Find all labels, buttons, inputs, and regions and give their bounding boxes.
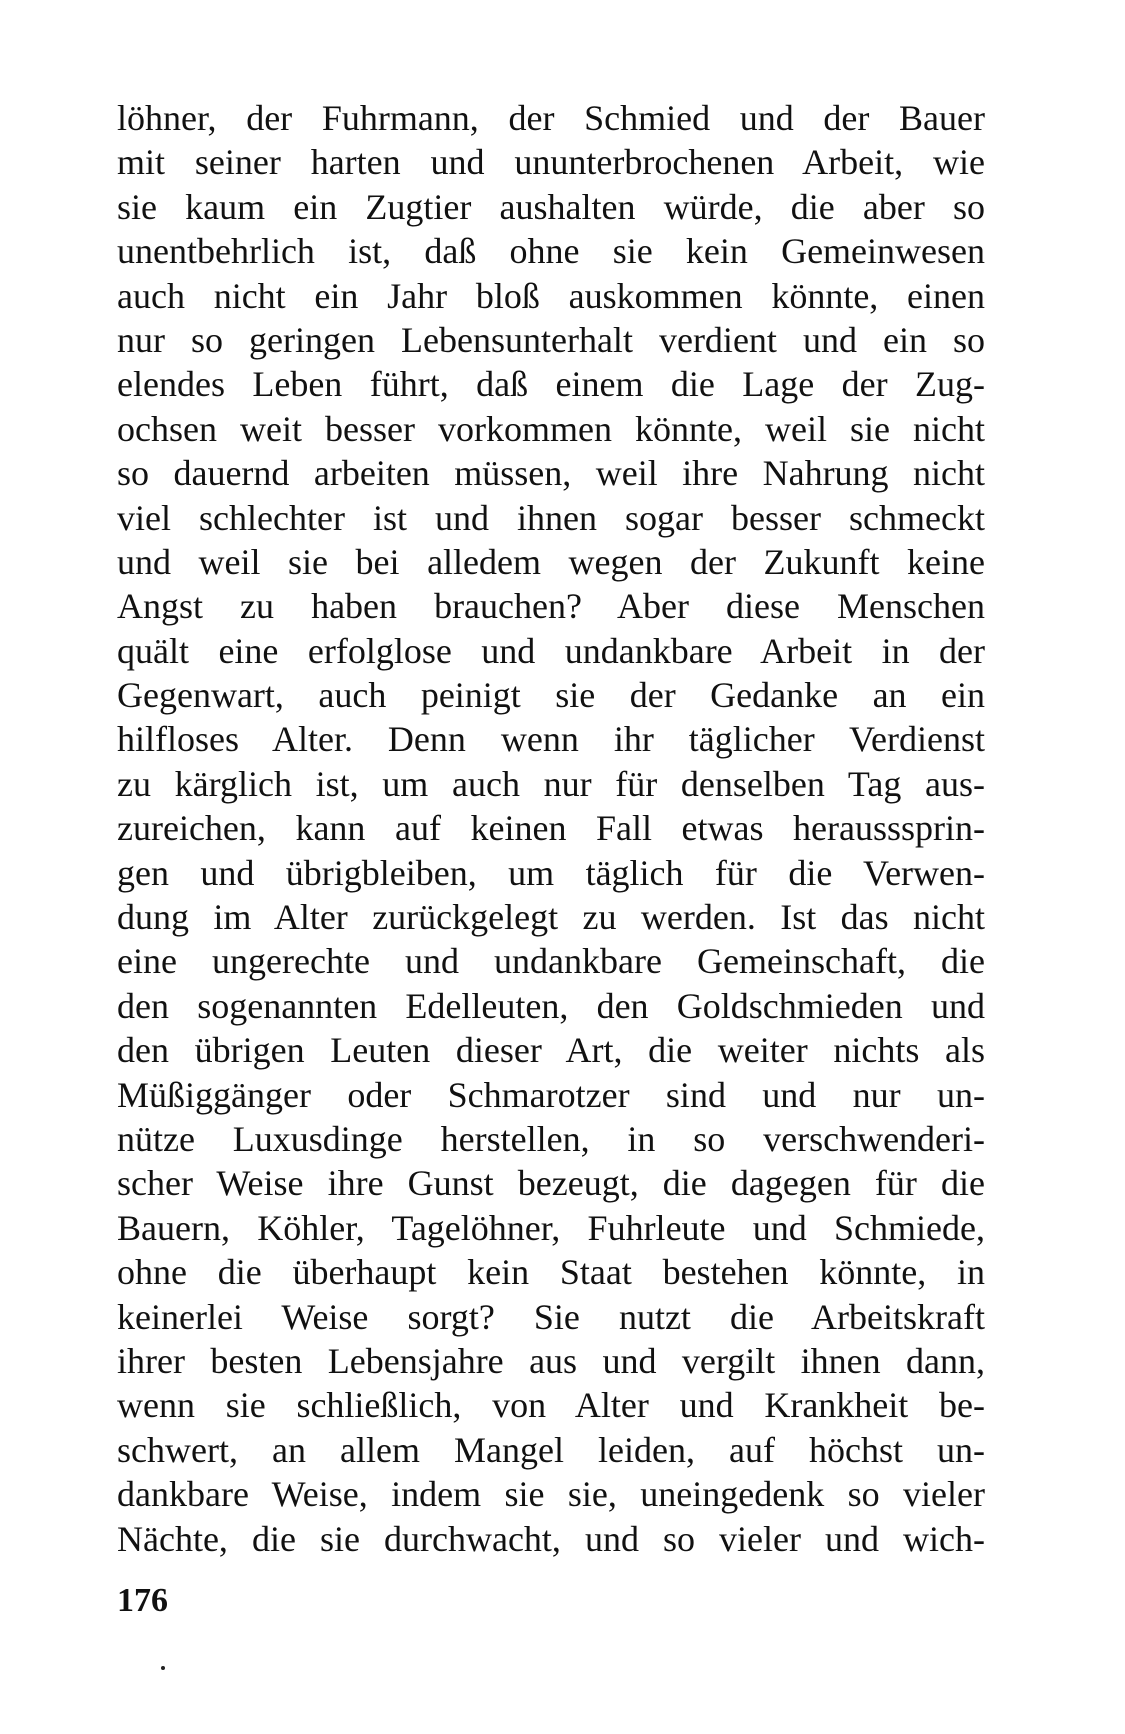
text-line: so dauernd arbeiten müssen, weil ihre Nahrung nicht <box>117 453 985 494</box>
text-line: den sogenannten Edelleuten, den Goldschmieden und <box>117 985 985 1026</box>
scan-speck <box>161 1666 165 1670</box>
text-line: und weil sie bei alledem wegen der Zukunft keine <box>117 541 985 582</box>
text-line: ochsen weit besser vorkommen könnte, weil sie nicht <box>117 408 985 449</box>
text-line: dung im Alter zurückgelegt zu werden. Ist das nicht <box>117 897 985 938</box>
text-line: sie kaum ein Zugtier aushalten würde, die aber so <box>117 186 985 227</box>
text-line: mit seiner harten und ununterbrochenen Arbeit, wie <box>117 142 985 183</box>
text-line: löhner, der Fuhrmann, der Schmied und der Bauer <box>117 98 985 138</box>
text-line: unentbehrlich ist, daß ohne sie kein Gemeinwesen <box>117 231 985 272</box>
text-line: nütze Luxusdinge herstellen, in so verschwenderi- <box>117 1118 985 1159</box>
text-line: ihrer besten Lebensjahre aus und vergilt ihnen dann, <box>117 1340 985 1381</box>
page-number: 176 <box>117 1582 168 1619</box>
text-line: den übrigen Leuten dieser Art, die weiter nichts als <box>117 1030 985 1071</box>
text-line: elendes Leben führt, daß einem die Lage der Zug- <box>117 364 985 405</box>
text-line: Angst zu haben brauchen? Aber diese Menschen <box>117 586 985 627</box>
text-line: gen und übrigbleiben, um täglich für die Verwen- <box>117 852 985 893</box>
text-line: auch nicht ein Jahr bloß auskommen könnte, einen <box>117 275 985 316</box>
text-line: wenn sie schließlich, von Alter und Krankheit be- <box>117 1385 985 1426</box>
text-line: zu kärglich ist, um auch nur für denselben Tag aus- <box>117 763 985 804</box>
text-line: dankbare Weise, indem sie sie, uneingedenk so vieler <box>117 1474 985 1515</box>
text-line: ohne die überhaupt kein Staat bestehen könnte, in <box>117 1252 985 1293</box>
text-line: Nächte, die sie durchwacht, und so vieler und wich- <box>117 1518 985 1559</box>
text-line: hilfloses Alter. Denn wenn ihr täglicher Verdienst <box>117 719 985 760</box>
text-line: zureichen, kann auf keinen Fall etwas herausssprin- <box>117 808 985 849</box>
text-line: eine ungerechte und undankbare Gemeinschaft, die <box>117 941 985 982</box>
text-line: Bauern, Köhler, Tagelöhner, Fuhrleute und Schmiede, <box>117 1207 985 1248</box>
text-line: viel schlechter ist und ihnen sogar besser schmeckt <box>117 497 985 538</box>
text-line: keinerlei Weise sorgt? Sie nutzt die Arbeitskraft <box>117 1296 985 1337</box>
text-line: scher Weise ihre Gunst bezeugt, die dagegen für die <box>117 1163 985 1204</box>
text-line: quält eine erfolglose und undankbare Arbeit in der <box>117 630 985 671</box>
text-line: nur so geringen Lebensunterhalt verdient und ein so <box>117 319 985 360</box>
text-line: Gegenwart, auch peinigt sie der Gedanke an ein <box>117 675 985 716</box>
body-text <box>117 96 985 1561</box>
text-line: Müßiggänger oder Schmarotzer sind und nur un- <box>117 1074 985 1115</box>
text-line: schwert, an allem Mangel leiden, auf höchst un- <box>117 1429 985 1470</box>
